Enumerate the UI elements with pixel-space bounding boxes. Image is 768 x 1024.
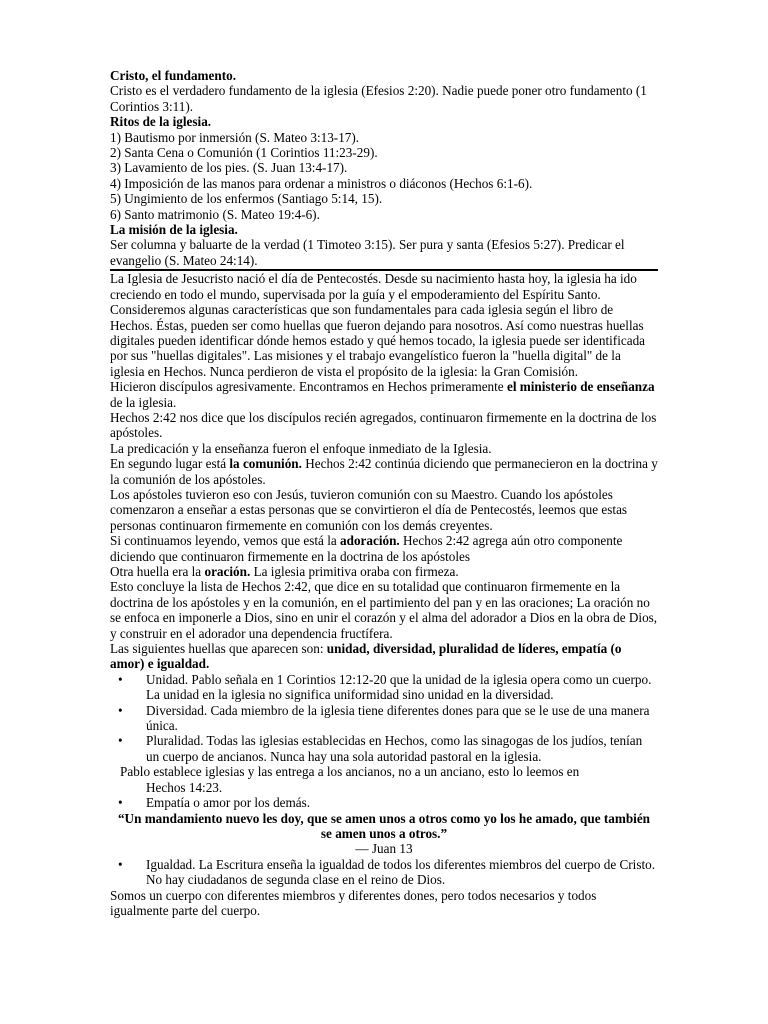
igualdad-list xyxy=(110,857,658,888)
intro-paragraph: La Iglesia de Jesucristo nació el día de Pentecostés. Desde su nacimiento hasta hoy, la iglesia ha ido creciendo en todo el mundo, supervisada por la guía y el empoderamiento del Espíritu Santo. Consideremos algunas características que son fundamentales para cada iglesia según el libro de Hechos. Éstas, pueden ser como huellas que fueron dejando para nosotros. Así como nuestras huellas digitales pueden identificar dónde hemos estado y qué hemos tocado, la iglesia puede ser identificada por sus "huellas digitales". Las misiones y el trabajo evangelístico fueron la "huella digital" de la iglesia en Hechos. Nunca perdieron de vista el propósito de la iglesia: la Gran Comisión. xyxy=(110,271,646,379)
mision-heading: La misión de la iglesia. xyxy=(110,222,238,238)
blockquote: “Un mandamiento nuevo les doy, que se amen unos a otros como yo los he amado, que también se amen unos a otros.” xyxy=(117,810,651,841)
list-item xyxy=(110,703,658,734)
comunion-tail: Hechos 2:42 continúa diciendo que permanecieron en la doctrina y la comunión de los apóstoles. xyxy=(110,456,658,487)
oracion-paragraph xyxy=(110,564,658,579)
oracion-text: Otra huella era la xyxy=(110,564,205,579)
ensenanza-paragraph xyxy=(110,379,658,410)
list-item-text: Unidad. Pablo señala en 1 Corintios 12:12-20 que la unidad de la iglesia opera como un cuerpo. La unidad en la iglesia no significa uniformidad sino unidad en la diversidad. xyxy=(146,671,652,703)
huellas-paragraph xyxy=(110,641,658,672)
bullet-icon: • xyxy=(118,671,123,687)
bullet-icon: • xyxy=(118,795,123,811)
rito-item: 5) Ungimiento de los enfermos (Santiago 5:14, 15). xyxy=(110,191,383,207)
document-page xyxy=(110,68,658,918)
list-item xyxy=(110,857,658,888)
mision-text: Ser columna y baluarte de la verdad (1 Timoteo 3:15). Ser pura y santa (Efesios 5:27). Predicar el evangelio (S. Mateo 24:14). xyxy=(110,237,625,268)
list-item-text: Diversidad. Cada miembro de la iglesia tiene diferentes dones para que se le use de una manera única. xyxy=(146,702,650,734)
ensenanza-tail: de la iglesia. xyxy=(110,394,177,410)
comunion-paragraph xyxy=(110,456,658,487)
ensenanza-emphasis: el ministerio de enseñanza xyxy=(506,379,655,395)
oracion-tail: La iglesia primitiva oraba con firmeza. xyxy=(250,564,459,579)
list-item-text: Empatía o amor por los demás. xyxy=(146,795,311,811)
adoracion-paragraph xyxy=(110,533,658,564)
quote-citation: — Juan 13 xyxy=(355,841,413,857)
rito-item: 3) Lavamiento de los pies. (S. Juan 13:4-17). xyxy=(110,160,348,176)
rito-item: 1) Bautismo por inmersión (S. Mateo 3:13-17). xyxy=(110,129,360,145)
ensenanza-text: Hicieron discípulos agresivamente. Encontramos en Hechos primeramente xyxy=(110,379,507,395)
closing-paragraph: Somos un cuerpo con diferentes miembros y diferentes dones, pero todos necesarios y todos igualmente parte del cuerpo. xyxy=(110,887,597,918)
fundamento-heading: Cristo, el fundamento. xyxy=(110,68,237,83)
list-item xyxy=(110,795,658,810)
empatia-list xyxy=(110,795,658,810)
oracion-emphasis: oración. xyxy=(204,564,251,579)
comunion-text: En segundo lugar está xyxy=(110,456,230,472)
list-item xyxy=(110,672,658,703)
adoracion-text: Si continuamos leyendo, vemos que está la xyxy=(110,533,341,549)
huellas-list xyxy=(110,672,658,764)
rito-item: 2) Santa Cena o Comunión (1 Corintios 11:23-29). xyxy=(110,145,378,161)
bullet-icon: • xyxy=(118,856,123,872)
pablo-reference: Hechos 14:23. xyxy=(146,779,223,795)
bullet-icon: • xyxy=(118,702,123,718)
pablo-line: Pablo establece iglesias y las entrega a los ancianos, no a un anciano, esto lo leemos en xyxy=(120,764,580,780)
rito-item: 4) Imposición de las manos para ordenar a ministros o diáconos (Hechos 6:1-6). xyxy=(110,175,533,191)
bullet-icon: • xyxy=(118,733,123,749)
list-item-text: Igualdad. La Escritura enseña la igualdad de todos los diferentes miembros del cuerpo de Cristo. No hay ciudadanos de segunda clase en el reino de Dios. xyxy=(146,856,656,888)
concluye-paragraph: Esto concluye la lista de Hechos 2:42, que dice en su totalidad que continuaron firmemente en la doctrina de los apóstoles y en la comunión, en el partimiento del pan y en las oraciones; La oración no se enfoca en imponerle a Dios, sino en unir el corazón y el alma del adorador a Dios en la obra de Dios, y construir en el adorador una dependencia fructífera. xyxy=(110,579,658,641)
hechos-paragraph: Hechos 2:42 nos dice que los discípulos recién agregados, continuaron firmemente en la doctrina de los apóstoles. xyxy=(110,409,657,441)
list-item xyxy=(110,733,658,764)
comunion-emphasis: la comunión. xyxy=(229,456,302,472)
huellas-text: Las siguientes huellas que aparecen son: xyxy=(110,641,327,657)
fundamento-text: Cristo es el verdadero fundamento de la iglesia (Efesios 2:20). Nadie puede poner otro fundamento (1 Corintios 3:11). xyxy=(110,83,647,114)
list-item-text: Pluralidad. Todas las iglesias establecidas en Hechos, como las sinagogas de los judíos, tenían un cuerpo de ancianos. Nunca hay una sola autoridad pastoral en la iglesia. xyxy=(146,733,643,764)
adoracion-emphasis: adoración. xyxy=(340,533,400,549)
adoracion-tail: Hechos 2:42 agrega aún otro componente diciendo que continuaron firmemente en la doctrina de los apóstoles xyxy=(110,533,623,564)
predicacion-paragraph: La predicación y la enseñanza fueron el enfoque inmediato de la Iglesia. xyxy=(110,440,492,456)
huellas-emphasis: unidad, diversidad, pluralidad de líderes, empatía (o amor) e igualdad. xyxy=(110,641,622,672)
apostoles-paragraph: Los apóstoles tuvieron eso con Jesús, tuvieron comunión con su Maestro. Cuando los apóstoles comenzaron a enseñar a estas personas que se convirtieron el día de Pentecostés, leemos que estas personas continuaron firmemente en comunión con los demás creyentes. xyxy=(110,486,628,533)
rito-item: 6) Santo matrimonio (S. Mateo 19:4-6). xyxy=(110,206,320,222)
ritos-heading: Ritos de la iglesia. xyxy=(110,114,212,130)
